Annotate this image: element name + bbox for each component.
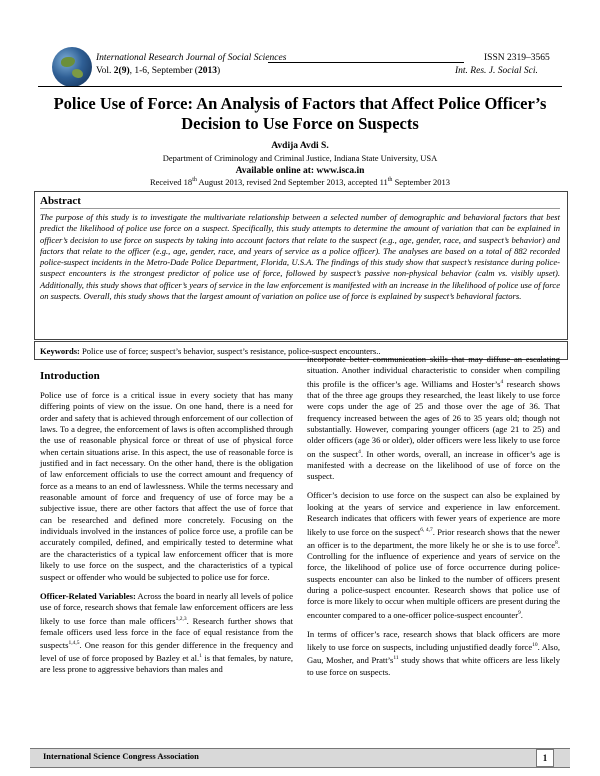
journal-name: International Research Journal of Social Sciences: [96, 53, 287, 63]
keywords-text: Police use of force; suspect’s behavior, suspect’s resistance, police-suspect encounters..: [79, 346, 381, 356]
citation: 4: [358, 448, 361, 455]
abstract-text: The purpose of this study is to investigate the multivariate relationship between a selected number of demographic and behavioral factors that best predict the likelihood of police use force on a suspect. Specifically, this study attempts to determine the amount of variation that can be explained in officer’s decision to use force on suspects by taking into account factors that relate to the suspect (e.g., age, gender, race, and suspect’s behavior) and factors that relate to the officer (e.g., age, gender, race, and years of service as a police officer). The analyses are based on a total of 882 recorded police-suspect incidents in the Metro-Dade Police Department, Florida, U.S.A. The findings of this study show that suspect’s resistance during police-suspect encounters is the strongest predictor of police use of force, followed by suspect’s passive non-physical behavior (calm vs. visibly upset). Additionally, this study shows that officer’s years of service in the law enforcement is manifested with an increase in the likelihood of police use of force on suspects. Overall, this study shows that the largest amount of variation on police use of force is explained by suspect’s behavioral factors.: [40, 212, 560, 302]
keywords-label: Keywords:: [40, 346, 80, 356]
footer-organization: International Science Congress Association: [43, 751, 199, 761]
volume-end: ): [216, 66, 221, 76]
logo-land-shape: [61, 57, 75, 67]
para-text: . Prior research shows that the newer an officer is to the department, the more likely he or she is to use force: [307, 526, 561, 550]
para-text: research shows that of the three age groups they researched, the least likely to use force were cops under the age of 25 and those over the age of 36. That frequency increased between the ages of 26 to 35 years old; though not substantially. However, comparing younger officers (age 21 to 25) and older officers (age 36 or older), older officers were less likely to use force on the suspect: [307, 378, 560, 459]
right-paragraph-2: [307, 490, 560, 620]
received-dates: [40, 177, 560, 187]
available-online: Available online at: www.isca.in: [235, 166, 365, 176]
para-text: . One reason for this gender difference in the frequency and level of use of force proposed by Bazley et al.: [40, 639, 293, 664]
right-column: [307, 354, 560, 686]
right-paragraph-1: [307, 354, 560, 482]
page-number: 1: [536, 749, 554, 767]
para-text: .: [520, 609, 523, 620]
left-column: [40, 369, 293, 684]
para-text: . Also, Gau, Mosher, and Pratt’s: [307, 641, 561, 666]
volume-mid: , 1-6, September (: [129, 66, 198, 76]
logo-land-shape: [72, 69, 83, 78]
para-text: is that females, by nature, are less prone to aggressive behaviors than males and: [40, 653, 294, 675]
citation: 9: [518, 609, 521, 616]
para-text: In terms of officer’s race, research shows that black officers are more likely to use force on suspects, including unjustified deadly force: [307, 628, 560, 652]
affiliation: Department of Criminology and Criminal Justice, Indiana State University, USA: [162, 153, 438, 163]
volume-year: 2013: [197, 66, 217, 76]
journal-globe-logo: [52, 47, 92, 87]
right-paragraph-3: [307, 629, 560, 678]
para-text: . Research further shows that female officers used less force in the face of equal resistance from the suspects: [40, 615, 293, 650]
received-a-sup: th: [192, 177, 197, 184]
issn: ISSN 2319–3565: [484, 53, 550, 63]
citation: 11: [393, 655, 399, 662]
para-text: Officer’s decision to use force on the suspect can also be explained by looking at the years of service and experience in law enforcement. Research indicates that officers with fewer years of experience are more likely to use force on the suspect: [307, 490, 560, 537]
para-text: Across the board in nearly all levels of police use of force, research shows that female law enforcement officers are less likely to use force than male officers: [40, 590, 293, 626]
received-c: September 2013: [392, 177, 451, 187]
citation: 8: [555, 539, 558, 546]
citation: 1,4,5: [68, 640, 80, 647]
para-text: . In other words, overall, an increase in officer’s age is manifested with a decrease on the likelihood of use of force on the suspect.: [307, 448, 560, 482]
para-text: . Controlling for the influence of experience and years of service on the force, the likelihood of police use of force occurrence during police-suspects encounter can also be linked to the number of officers present during a police-suspect encounter. Research shows that police use of force is more likely to occur when multiple officers are present during the encounter compared to a one-officer police-suspect encounter: [307, 539, 560, 620]
paper-title: [40, 94, 560, 134]
author: Avdija Avdi S.: [271, 141, 329, 151]
para-text: incorporate better communication skills that may diffuse an escalating situation. Another individual characteristic to consider when compiling this profile is the officer’s age. Williams and Hoster’s: [307, 354, 560, 389]
title-line-1: Police Use of Force: An Analysis of Factors that Affect Police Officer’s: [53, 94, 547, 113]
volume-info: [96, 66, 220, 76]
citation: 4: [500, 378, 504, 385]
citation: 1: [199, 653, 202, 660]
para-text: study shows that white officers are less likely to use force on suspects.: [307, 655, 560, 677]
citation: 6, 4,7: [420, 526, 433, 533]
citation: 1,2,3: [175, 615, 187, 622]
abstract-rule: [40, 208, 560, 209]
volume-prefix: Vol.: [96, 66, 114, 76]
received-a: Received 18: [149, 177, 193, 187]
introduction-heading: Introduction: [40, 370, 100, 382]
received-b-sup: th: [387, 177, 393, 184]
received-b: August 2013, revised 2nd September 2013, accepted 11: [196, 177, 388, 187]
title-line-2: Decision to Use Force on Suspects: [181, 114, 419, 133]
citation: 10: [532, 642, 538, 649]
volume-number: 2(9): [113, 66, 130, 76]
header-rule: [38, 86, 562, 87]
header-fill-line: [268, 62, 464, 63]
journal-abbrev: Int. Res. J. Social Sci.: [455, 66, 538, 76]
officer-variables-paragraph: [40, 591, 293, 676]
abstract-heading: Abstract: [40, 195, 81, 207]
intro-paragraph-1: Police use of force is a critical issue in every society that has many differing points of view on the issue. On one hand, there is a need for order and safety that is achieved through enforcement of our collection of laws. To a degree, the enforcement of laws is often accomplished through the use of reasonable physical force or threat of use of physical force when certain situations arise. In this aspect, the use of reasonable force is justified and in fact necessary. On the other hand, there is the obligation of law enforcement officials to use the correct amount and frequency of force as a means to an end of lawlessness. While the terms necessary and reasonable amount of force and frequency of use of force may be a subjective issue, there are other factors that affect the use of force that can be researched and defined more concretely. Focusing on the individuals involved in the instances of police force use, a profile can be accurately compiled, defined, and empirically tested to determine what are the characteristics of a typical law enforcement officer that is more likely to use force on the suspect, and the characteristics of a typical suspect or offender who would be subjected to police use for force.: [40, 390, 293, 582]
officer-variables-label: Officer-Related Variables:: [40, 590, 136, 601]
